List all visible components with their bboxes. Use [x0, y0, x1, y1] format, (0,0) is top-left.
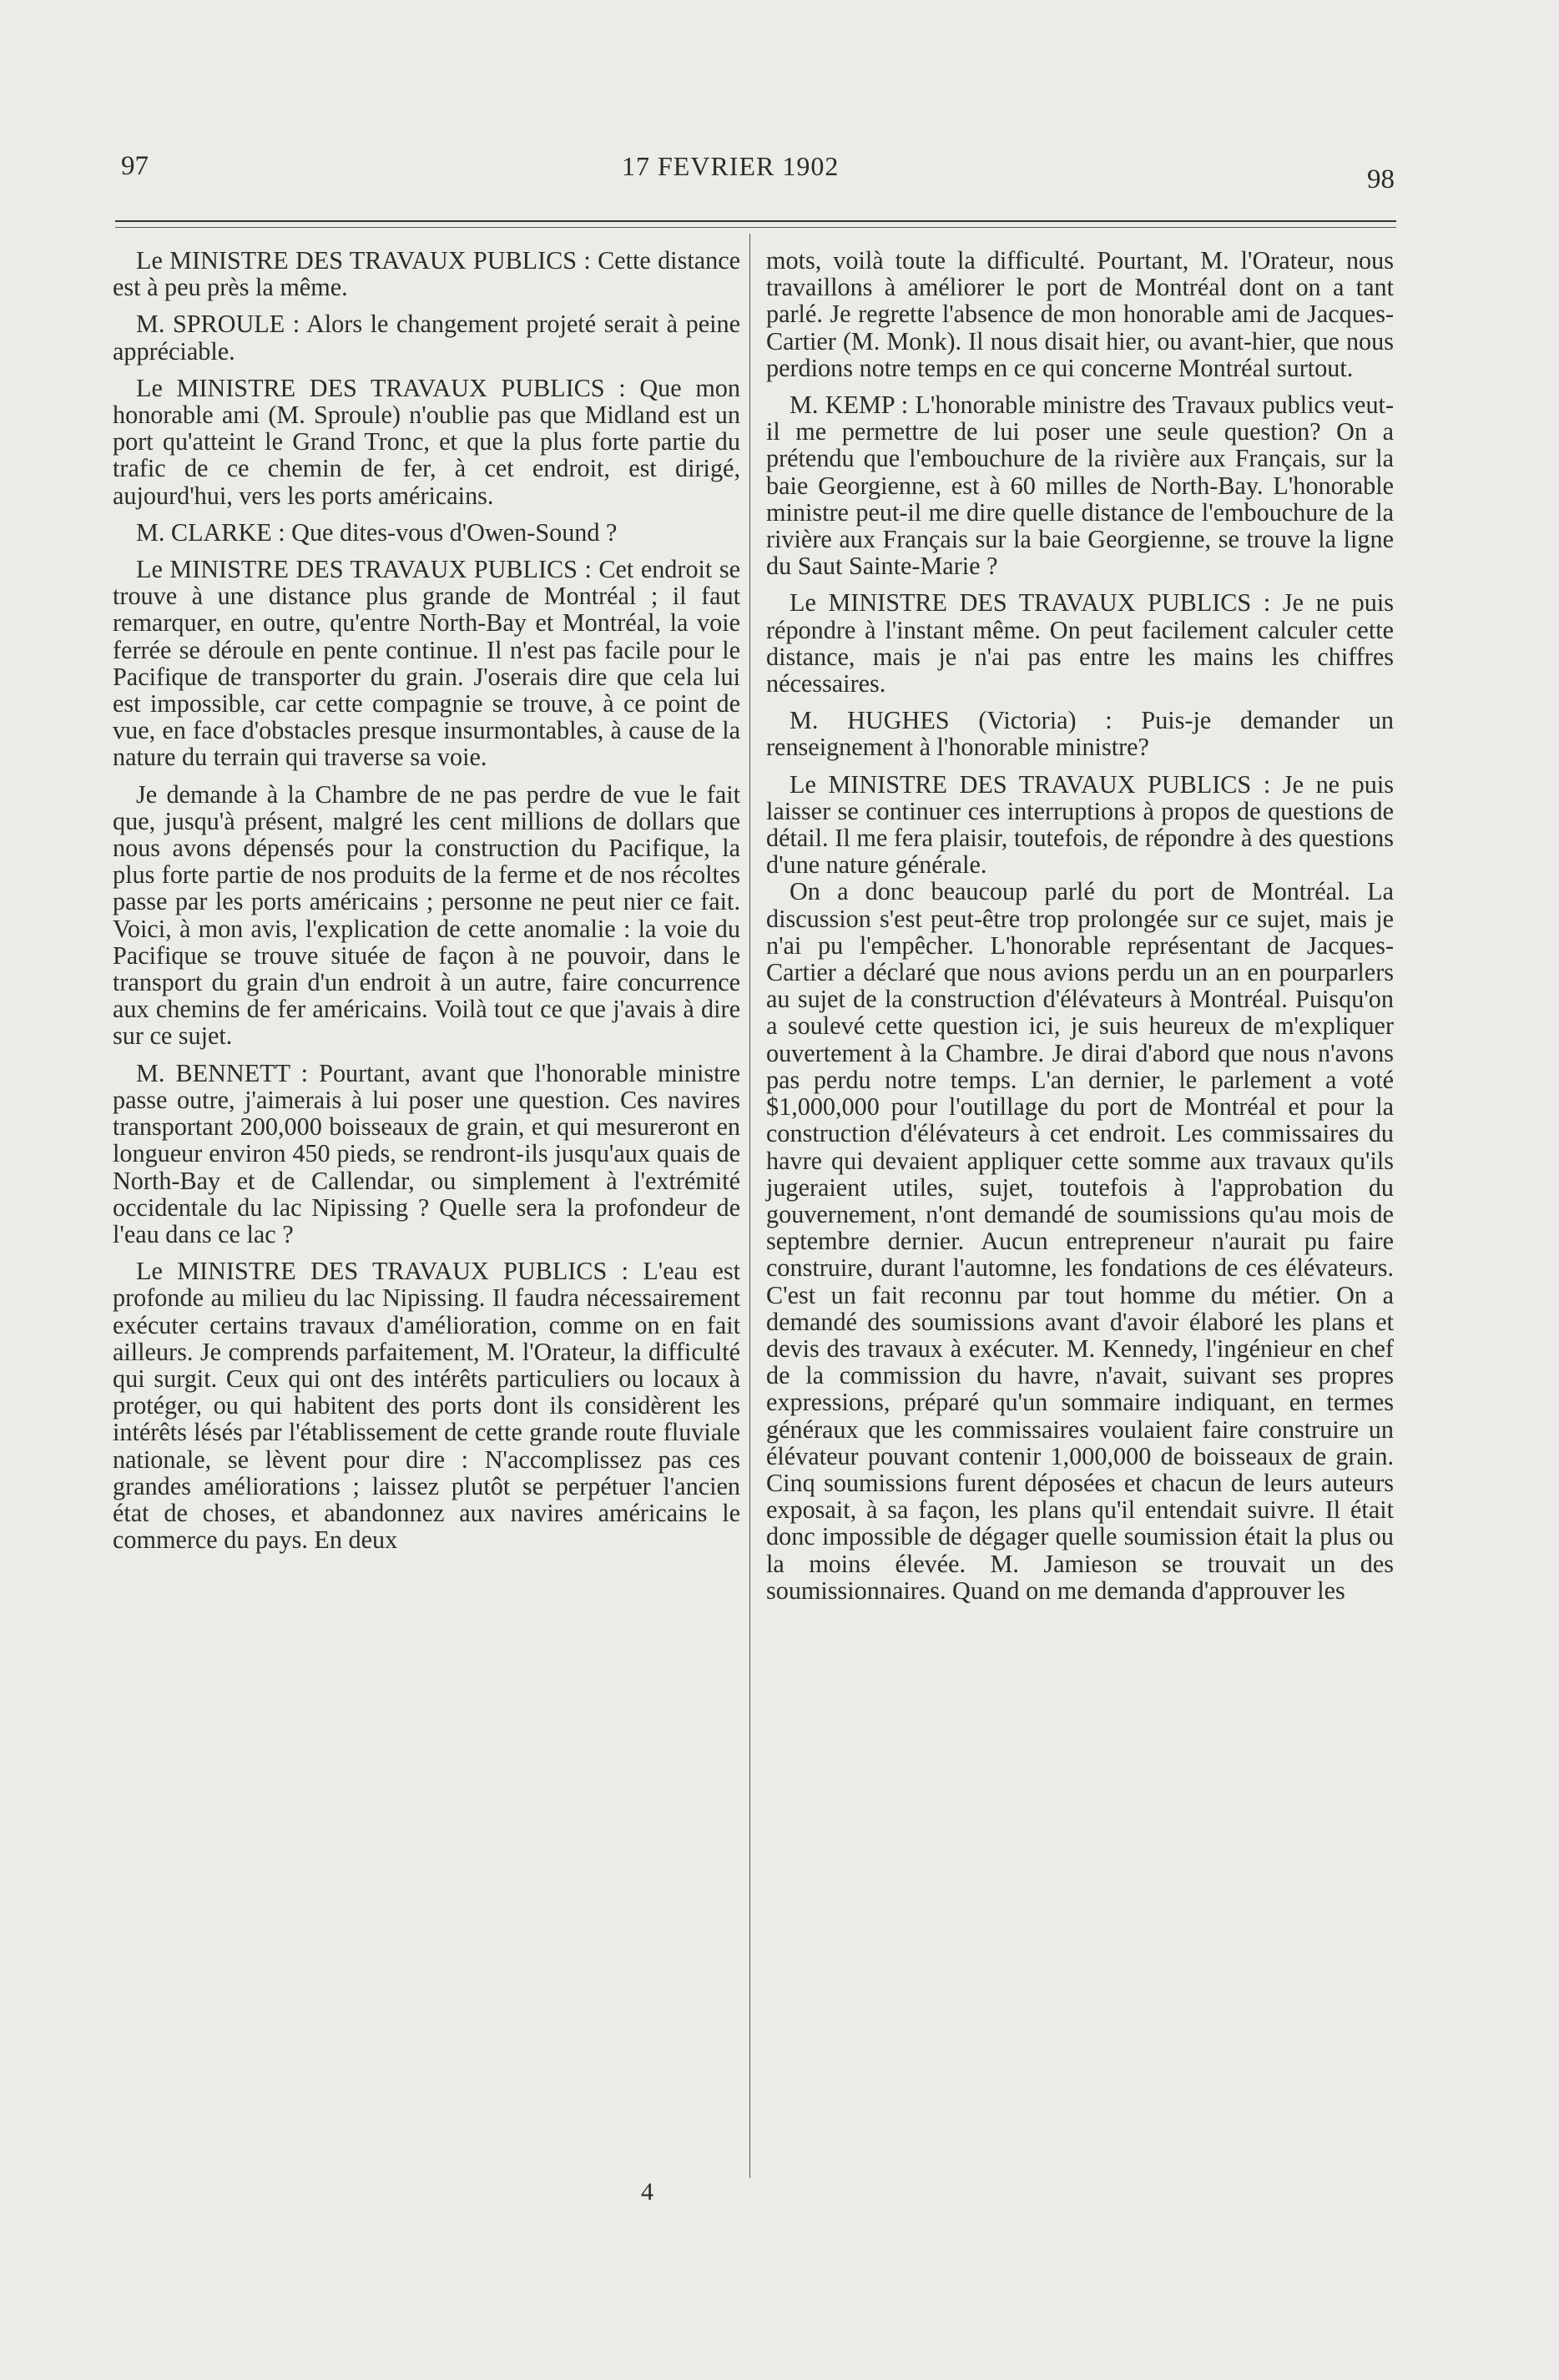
- paragraph: M. KEMP : L'honorable ministre des Travaux publics veut-il me permettre de lui poser une seule question? On a prétendu que l'embouchure de la rivière aux Français, sur la baie Georgienne, est à 60 milles de North-Bay. L'honorable ministre peut-il me dire quelle distance de l'embouchure de la rivière aux Français sur la baie Georgienne, se trouve la ligne du Saut Sainte-Marie ?: [766, 391, 1394, 581]
- paragraph: M. SPROULE : Alors le changement projeté serait à peine appréciable.: [113, 310, 740, 366]
- right-column: [766, 247, 1394, 1604]
- paragraph: M. HUGHES (Victoria) : Puis-je demander un renseignement à l'honorable ministre?: [766, 706, 1394, 762]
- header-rule-secondary: [115, 227, 1396, 228]
- paragraph: mots, voilà toute la difficulté. Pourtant, M. l'Orateur, nous travaillons à améliorer le port de Montréal dont on a tant parlé. Je regrette l'absence de mon honorable ami de Jacques-Cartier (M. Monk). Il nous disait hier, ou avant-hier, que nous perdions notre temps en ce qui concerne Montréal surtout.: [766, 246, 1394, 382]
- paragraph: Le MINISTRE DES TRAVAUX PUBLICS : Que mon honorable ami (M. Sproule) n'oublie pas que Midland est un port qu'atteint le Grand Tronc, et que la plus forte partie du trafic de ce chemin de fer, à cet endroit, est dirigé, aujourd'hui, vers les ports américains.: [113, 373, 740, 510]
- paragraph: On a donc beaucoup parlé du port de Montréal. La discussion s'est peut-être trop prolongée sur ce sujet, mais je n'ai pu l'empêcher. L'honorable représentant de Jacques-Cartier a déclaré que nous avions perdu un an en pourparlers au sujet de la construction d'élévateurs à Montréal. Puisqu'on a soulevé cette question ici, je suis heureux de m'expliquer ouvertement à la Chambre. Je dirai d'abord que nous n'avons pas perdu notre temps. L'an dernier, le parlement a voté $1,000,000 pour l'outillage du port de Montréal et pour la construction d'élévateurs à cet endroit. Les commissaires du havre qui devaient appliquer cette somme aux travaux qu'ils jugeraient utiles, sujet, toutefois à l'approbation du gouvernement, n'ont demandé de soumissions qu'au mois de septembre dernier. Aucun entrepreneur n'aurait pu faire construire, durant l'automne, les fondations de ces élévateurs. C'est un fait reconnu par tout homme du métier. On a demandé des soumissions avant d'avoir élaboré les plans et devis des travaux à exécuter. M. Kennedy, l'ingénieur en chef de la commission du havre, n'avait, suivant ses propres expressions, préparé qu'un sommaire indiquant, en termes généraux que les commissaires voulaient faire construire un élévateur pouvant contenir 1,000,000 de boisseaux de grain. Cinq soumissions furent déposées et chacun de leurs auteurs exposait, à sa façon, les plans qu'il entendait suivre. Il était donc impossible de dégager quelle soumission était la plus ou la moins élevée. M. Jamieson se trouvait un des soumissionnaires. Quand on me demanda d'approuver les: [766, 877, 1394, 1605]
- paragraph: M. CLARKE : Que dites-vous d'Owen-Sound ?: [136, 517, 618, 547]
- paragraph: Le MINISTRE DES TRAVAUX PUBLICS : Je ne puis répondre à l'instant même. On peut facilement calculer cette distance, mais je n'ai pas entre les mains les chiffres nécessaires.: [766, 588, 1394, 698]
- paragraph: Je demande à la Chambre de ne pas perdre de vue le fait que, jusqu'à présent, malgré les cent millions de dollars que nous avons dépensés pour la construction du Pacifique, la plus forte partie de nos produits de la ferme et de nos récoltes passe par les ports américains ; personne ne peut nier ce fait. Voici, à mon avis, l'explication de cette anomalie : la voie du Pacifique se trouve située de façon à ne pouvoir, dans le transport du grain d'un endroit à un autre, faire concurrence aux chemins de fer américains. Voilà tout ce que j'avais à dire sur ce sujet.: [113, 779, 740, 1051]
- signature-mark: 4: [641, 2178, 653, 2206]
- running-header: [0, 146, 1559, 196]
- left-column: [113, 247, 740, 1553]
- paragraph: Le MINISTRE DES TRAVAUX PUBLICS : Cet endroit se trouve à une distance plus grande de Montréal ; il faut remarquer, en outre, qu'entre North-Bay et Montréal, la voie ferrée se déroule en pente continue. Il n'est pas facile pour le Pacifique de transporter du grain. J'oserais dire que cela lui est impossible, car cette compagnie se trouve, à ce point de vue, en face d'obstacles presque insurmontables, à cause de la nature du terrain qui traverse sa voie.: [113, 555, 740, 772]
- column-divider: [749, 234, 750, 2178]
- paragraph: Le MINISTRE DES TRAVAUX PUBLICS : Cette distance est à peu près la même.: [113, 246, 740, 302]
- header-rule: [115, 220, 1396, 222]
- paragraph: M. BENNETT : Pourtant, avant que l'honorable ministre passe outre, j'aimerais à lui poser une question. Ces navires transportant 200,000 boisseaux de grain, et qui mesureront en longueur environ 450 pieds, se rendront-ils jusqu'aux quais de North-Bay et de Callendar, ou simplement à l'extrémité occidentale du lac Nipissing ? Quelle sera la profondeur de l'eau dans ce lac ?: [113, 1058, 740, 1248]
- page-number-left: 97: [121, 151, 149, 181]
- header-date: 17 FEVRIER 1902: [622, 151, 840, 181]
- paragraph: Le MINISTRE DES TRAVAUX PUBLICS : Je ne puis laisser se continuer ces interruptions à propos de questions de détail. Il me fera plaisir, toutefois, de répondre à des questions d'une nature générale.: [766, 769, 1394, 880]
- paragraph: Le MINISTRE DES TRAVAUX PUBLICS : L'eau est profonde au milieu du lac Nipissing. Il faudra nécessairement exécuter certains travaux d'amélioration, comme on en fait ailleurs. Je comprends parfaitement, M. l'Orateur, la difficulté qui surgit. Ceux qui ont des intérêts particuliers ou locaux à protéger, ou qui habitent des ports dont ils considèrent les intérêts lésés par l'établissement de cette grande route fluviale nationale, se lèvent pour dire : N'accomplissez pas ces grandes améliorations ; laissez plutôt se perpétuer l'ancien état de choses, et abandonnez aux navires américains le commerce du pays. En deux: [113, 1257, 740, 1555]
- page-number-right: 98: [1367, 164, 1395, 194]
